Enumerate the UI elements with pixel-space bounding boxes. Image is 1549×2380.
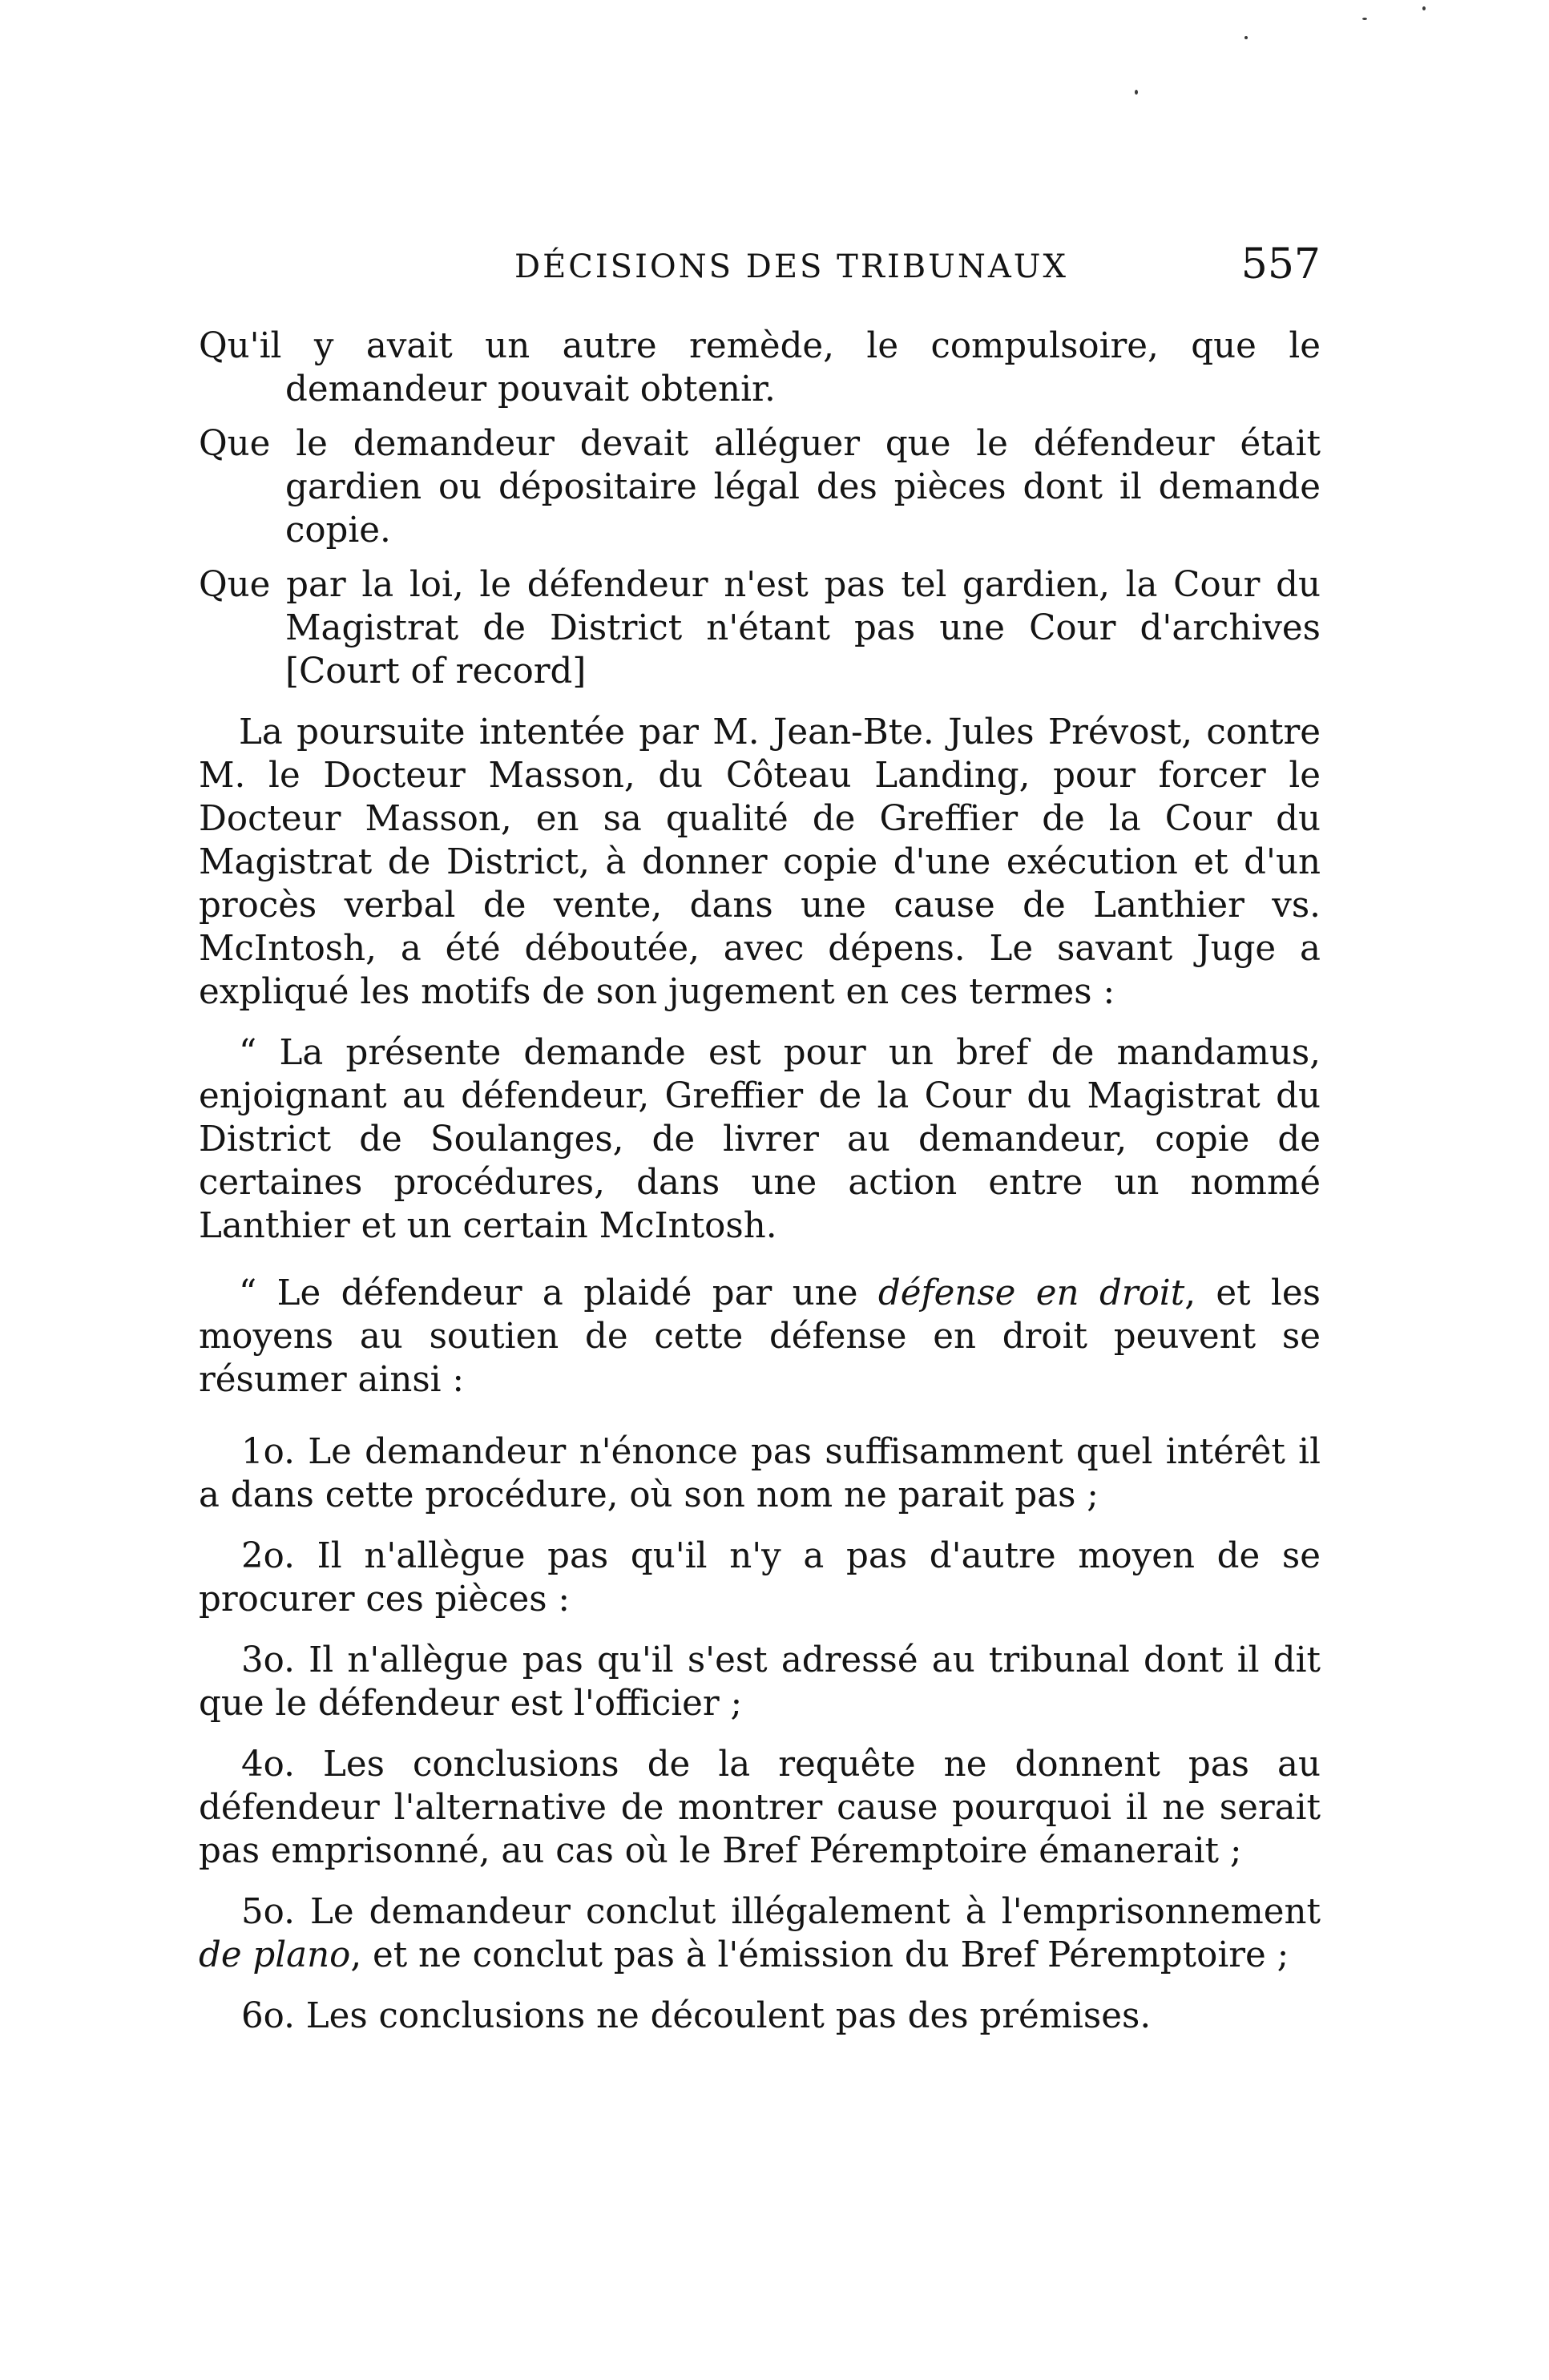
- narrative-paragraph: La poursuite intentée par M. Jean-Bte. Jules Prévost, contre M. le Docteur Masson, du Côteau Landing, pour forcer le Docteur Masson, en sa qualité de Greffier de la Cour du Magistrat de District, à donner copie d'une exécution et d'un procès verbal de vente, dans une cause de Lanthier vs. McIntosh, a été déboutée, avec dépens. Le savant Juge a expliqué les motifs de son jugement en ces termes :: [199, 712, 1321, 1012]
- numbered-item: 6o. Les conclusions ne découlent pas des prémises.: [241, 1996, 1152, 2036]
- text-run: “ Le défendeur a plaidé par une: [239, 1273, 878, 1313]
- scan-speck: [1422, 6, 1426, 10]
- page-header: [199, 240, 1321, 296]
- scan-speck: [1362, 18, 1367, 20]
- judgment-quote-paragraph: “ La présente demande est pour un bref de mandamus, enjoignant au défendeur, Greffier de la Cour du Magistrat du District de Soulanges, de livrer au demandeur, copie de certaines procédures, dans une action entre un nommé Lanthier et un certain McIntosh.: [199, 1033, 1321, 1246]
- numbered-item: 4o. Les conclusions de la requête ne donnent pas au défendeur l'alternative de montrer cause pourquoi il ne serait pas emprisonné, au cas où le Bref Péremptoire émanerait ;: [199, 1745, 1321, 1871]
- argument-paragraph: Que par la loi, le défendeur n'est pas tel gardien, la Cour du Magistrat de District n'étant pas une Cour d'archives [Court of record]: [199, 565, 1321, 692]
- page-number: 557: [1240, 240, 1321, 288]
- judgment-quote-paragraph: [199, 1272, 1321, 1402]
- page-body: [199, 325, 1321, 2038]
- text-run: , et les moyens au soutien de cette défense en droit peuvent se résumer ainsi :: [199, 1273, 1321, 1400]
- numbered-item: 3o. Il n'allègue pas qu'il s'est adressé au tribunal dont il dit que le défendeur est l'officier ;: [199, 1640, 1321, 1724]
- numbered-item: 1o. Le demandeur n'énonce pas suffisamment quel intérêt il a dans cette procédure, où son nom ne parait pas ;: [199, 1432, 1321, 1515]
- scan-speck: [1135, 90, 1138, 95]
- running-title: DÉCISIONS DES TRIBUNAUX: [514, 248, 1068, 285]
- numbered-item: 2o. Il n'allègue pas qu'il n'y a pas d'autre moyen de se procurer ces pièces :: [199, 1536, 1321, 1620]
- scan-speck: [1244, 36, 1248, 39]
- italic-term: défense en droit: [877, 1273, 1185, 1313]
- argument-paragraph: Qu'il y avait un autre remède, le compulsoire, que le demandeur pouvait obtenir.: [199, 326, 1321, 409]
- argument-paragraph: Que le demandeur devait alléguer que le défendeur était gardien ou dépositaire légal des pièces dont il demande copie.: [199, 424, 1321, 551]
- numbered-item: [199, 1890, 1321, 1977]
- italic-term: de plano: [199, 1935, 351, 1975]
- text-run: 5o. Le demandeur conclut illégalement à l'emprisonnement: [241, 1892, 1321, 1932]
- text-run: , et ne conclut pas à l'émission du Bref Péremptoire ;: [350, 1935, 1289, 1975]
